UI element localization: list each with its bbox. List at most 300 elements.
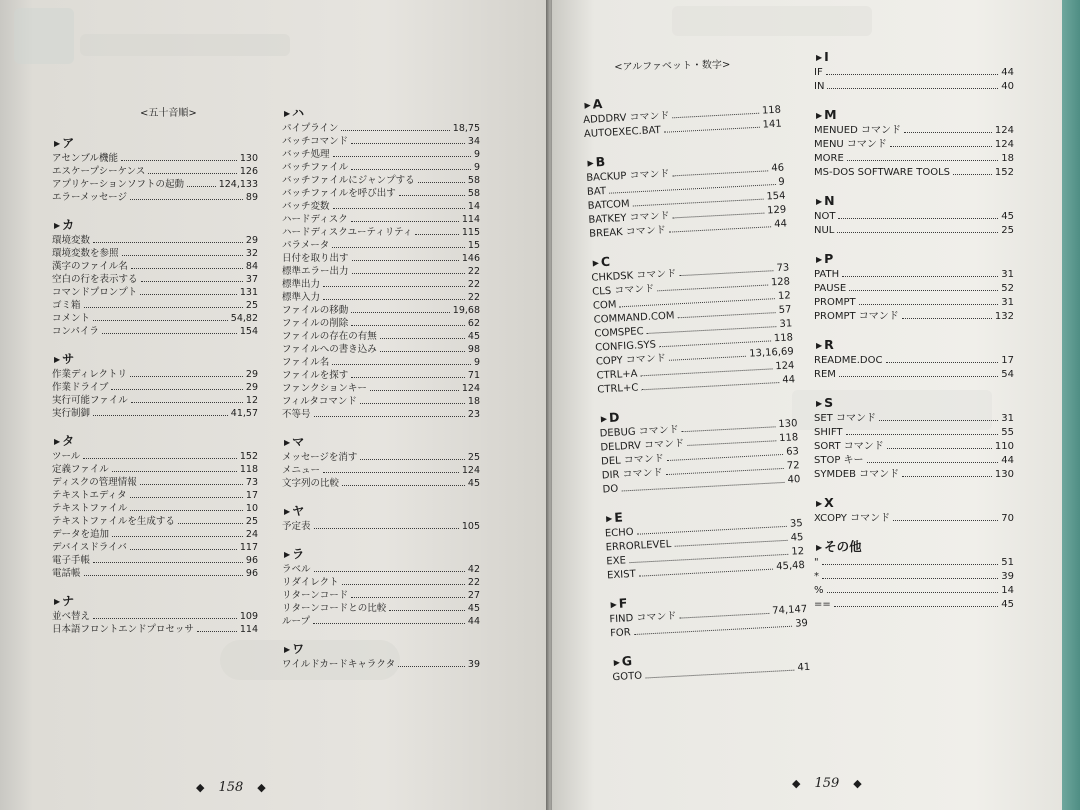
right-section-title: <アルファベット・数字>: [614, 59, 731, 73]
index-page-ref: 45: [467, 331, 480, 342]
index-entry: [282, 239, 480, 252]
index-term: コメント: [52, 313, 91, 324]
index-page-ref: 45: [467, 603, 480, 614]
right-page-number: [792, 776, 862, 791]
index-term: XCOPY コマンド: [814, 513, 891, 524]
dot-leader: [834, 598, 999, 607]
dot-leader: [398, 658, 465, 667]
index-page-ref: 51: [1001, 557, 1014, 568]
index-term: ループ: [282, 616, 311, 627]
index-term: 標準出力: [282, 279, 321, 290]
index-page-ref: 98: [467, 344, 480, 355]
index-entry: [52, 407, 258, 420]
index-section: [598, 399, 800, 497]
index-entry: [52, 260, 258, 273]
index-page-ref: 105: [461, 521, 480, 532]
dot-leader: [351, 213, 459, 222]
index-section: [52, 432, 258, 580]
index-page-ref: 124: [461, 383, 480, 394]
dot-leader: [93, 234, 243, 243]
index-term: エスケープシーケンス: [52, 166, 146, 177]
index-term: %: [814, 585, 824, 596]
dot-leader: [351, 369, 465, 378]
index-term: コマンドプロンプト: [52, 287, 138, 298]
index-page-ref: 74,147: [771, 603, 808, 617]
index-entry: [282, 615, 480, 628]
index-page-ref: 57: [778, 304, 792, 316]
dot-leader: [360, 395, 465, 404]
index-entry: [282, 317, 480, 330]
index-term: SYMDEB コマンド: [814, 469, 900, 480]
triangle-bullet-icon: ▶: [54, 355, 61, 364]
index-term: *: [814, 571, 819, 582]
section-heading: [282, 545, 480, 563]
index-entry: [52, 463, 258, 476]
index-page-ref: 44: [782, 374, 796, 386]
index-page-ref: 22: [467, 292, 480, 303]
index-entry: [814, 268, 1014, 282]
section-heading: [814, 106, 1014, 124]
section-heading-text: マ: [292, 435, 305, 449]
dot-leader: [140, 286, 237, 295]
index-term: 環境変数: [52, 235, 91, 246]
index-page-ref: 27: [467, 590, 480, 601]
index-page-ref: 71: [467, 370, 480, 381]
triangle-bullet-icon: ▶: [284, 645, 291, 654]
index-term: REM: [814, 369, 836, 380]
index-entry: [52, 502, 258, 515]
index-page-ref: 96: [245, 568, 258, 579]
index-page-ref: 32: [245, 248, 258, 259]
dot-leader: [130, 541, 237, 550]
section-heading-text: A: [592, 95, 603, 112]
index-page-ref: 45: [467, 478, 480, 489]
dot-leader: [822, 556, 999, 565]
section-heading-text: ハ: [292, 106, 305, 120]
section-heading: [814, 538, 1014, 556]
right-page-number-text: 159: [814, 776, 840, 791]
index-entry: [814, 354, 1014, 368]
index-entry: [52, 234, 258, 247]
index-term: SHIFT: [814, 427, 843, 438]
index-entry: [282, 265, 480, 278]
dot-leader: [130, 489, 243, 498]
index-term: MENU コマンド: [814, 139, 887, 150]
dot-leader: [314, 563, 465, 572]
triangle-bullet-icon: ▶: [816, 499, 823, 508]
index-term: 空白の行を表示する: [52, 274, 138, 285]
index-entry: [282, 408, 480, 421]
index-entry: [814, 80, 1014, 94]
index-term: DEL コマンド: [600, 453, 665, 468]
index-term: 予定表: [282, 521, 311, 532]
index-page-ref: 23: [467, 409, 480, 420]
triangle-bullet-icon: ▶: [816, 53, 823, 62]
left-index-column-1: [52, 134, 258, 648]
index-page-ref: 25: [245, 300, 258, 311]
index-entry: [52, 394, 258, 407]
index-entry: [282, 369, 480, 382]
index-term: フィルタコマンド: [282, 396, 357, 407]
index-term: README.DOC: [814, 355, 883, 366]
triangle-bullet-icon: ▶: [587, 158, 594, 168]
index-term: PAUSE: [814, 283, 847, 294]
index-entry: [814, 224, 1014, 238]
index-page-ref: 40: [1001, 81, 1014, 92]
section-heading-text: S: [824, 395, 834, 410]
index-page-ref: 45: [790, 532, 804, 544]
section-heading-text: サ: [62, 352, 75, 366]
dot-leader: [313, 615, 465, 624]
index-section: [604, 499, 806, 583]
index-page-ref: 130: [239, 153, 258, 164]
index-entry: [282, 477, 480, 490]
index-page-ref: 126: [239, 166, 258, 177]
index-term: ハードディスク: [282, 214, 348, 225]
index-entry: [52, 515, 258, 528]
section-heading: [52, 592, 258, 610]
section-heading-text: ア: [62, 136, 75, 150]
index-section: [282, 104, 480, 421]
index-entry: [282, 356, 480, 369]
index-entry: [814, 454, 1014, 468]
index-term: DEBUG コマンド: [599, 424, 680, 440]
index-term: ディスクの管理情報: [52, 477, 137, 488]
index-term: メッセージを消す: [282, 452, 358, 463]
index-page-ref: 22: [467, 266, 480, 277]
dot-leader: [380, 343, 465, 352]
index-term: NOT: [814, 211, 836, 222]
index-page-ref: 10: [245, 503, 258, 514]
index-term: FOR: [609, 627, 632, 640]
dot-leader: [333, 200, 465, 209]
index-term: EXIST: [606, 568, 636, 582]
triangle-bullet-icon: ▶: [816, 543, 823, 552]
index-page-ref: 13,16,69: [748, 346, 794, 360]
index-term: FIND コマンド: [609, 610, 677, 626]
dot-leader: [121, 152, 237, 161]
index-term: バッチファイルにジャンプする: [282, 175, 415, 186]
index-term: GOTO: [612, 670, 643, 684]
index-entry: [282, 278, 480, 291]
index-entry: [52, 286, 258, 299]
triangle-bullet-icon: ▶: [54, 221, 61, 230]
dot-leader: [890, 138, 992, 147]
index-entry: [282, 520, 480, 533]
index-term: 作業ディレクトリ: [52, 369, 128, 380]
index-term: PATH: [814, 269, 840, 280]
dot-leader: [131, 394, 243, 403]
index-page-ref: 12: [777, 290, 792, 303]
index-page-ref: 114: [461, 214, 480, 225]
index-page-ref: 110: [994, 441, 1014, 452]
index-entry: [52, 489, 258, 502]
index-page-ref: 118: [239, 464, 258, 475]
diamond-icon: ◆: [792, 777, 801, 790]
index-term: パイプライン: [282, 123, 339, 134]
dot-leader: [131, 260, 243, 269]
index-entry: [282, 602, 480, 615]
index-term: ADDDRV コマンド: [582, 110, 670, 126]
index-section: [814, 394, 1014, 482]
index-term: STOP キー: [814, 455, 864, 466]
dot-leader: [112, 528, 243, 537]
index-entry: [814, 310, 1014, 324]
index-term: バッチ変数: [282, 201, 330, 212]
index-page-ref: 118: [773, 332, 794, 345]
index-term: ハードディスクユーティリティ: [282, 227, 413, 238]
section-heading: [52, 350, 258, 368]
dot-leader: [130, 368, 243, 377]
index-term: ファイル名: [282, 357, 330, 368]
index-entry: [282, 213, 480, 226]
index-entry: [814, 138, 1014, 152]
index-page-ref: 25: [245, 516, 258, 527]
dot-leader: [351, 161, 471, 170]
index-term: ワイルドカードキャラクタ: [282, 659, 396, 670]
index-term: BACKUP コマンド: [586, 168, 670, 184]
right-index-column-1: [582, 86, 811, 698]
index-page-ref: 45: [1001, 599, 1014, 610]
index-term: COM: [592, 299, 617, 312]
index-page-ref: 41: [797, 661, 811, 674]
index-term: 日付を取り出す: [282, 253, 349, 264]
index-term: バッチファイルを呼び出す: [282, 188, 396, 199]
index-term: 電子手帳: [52, 555, 91, 566]
index-entry: [814, 468, 1014, 482]
index-term: ファンクションキー: [282, 383, 367, 394]
index-term: MENUED コマンド: [814, 125, 901, 136]
dot-leader: [130, 502, 243, 511]
index-page-ref: 9: [778, 176, 786, 188]
section-heading-text: B: [595, 153, 606, 170]
index-section: [52, 350, 258, 420]
dot-leader: [827, 584, 999, 593]
index-term: テキストファイルを生成する: [52, 516, 175, 527]
next-page-edge: [1062, 0, 1080, 810]
index-page-ref: 14: [1001, 585, 1014, 596]
index-entry: [814, 570, 1014, 584]
dot-leader: [418, 174, 465, 183]
index-page-ref: 19,68: [452, 305, 480, 316]
index-page-ref: 63: [785, 446, 800, 458]
dot-leader: [333, 148, 471, 157]
index-entry: [52, 623, 258, 636]
dot-leader: [859, 296, 999, 305]
index-term: ECHO: [604, 526, 634, 540]
index-page-ref: 130: [778, 418, 798, 431]
left-index-column-2: [282, 104, 480, 683]
dot-leader: [360, 451, 464, 460]
index-entry: [282, 135, 480, 148]
dot-leader: [842, 268, 998, 277]
dot-leader: [837, 224, 998, 233]
dot-leader: [351, 589, 465, 598]
index-term: BATCOM: [587, 198, 630, 212]
dot-leader: [389, 602, 465, 611]
index-term: 環境変数を参照: [52, 248, 119, 259]
index-term: ファイルへの書き込み: [282, 344, 377, 355]
index-entry: [52, 152, 258, 165]
index-page-ref: 39: [794, 617, 809, 630]
index-entry: [814, 66, 1014, 80]
dot-leader: [314, 520, 459, 529]
left-page-number-text: 158: [218, 780, 244, 795]
dot-leader: [342, 576, 465, 585]
diamond-icon: ◆: [853, 777, 862, 790]
index-entry: [52, 554, 258, 567]
dot-leader: [342, 477, 465, 486]
index-term: 標準入力: [282, 292, 321, 303]
index-term: リターンコードとの比較: [282, 603, 387, 614]
index-page-ref: 114: [239, 624, 258, 635]
triangle-bullet-icon: ▶: [284, 550, 291, 559]
index-page-ref: 22: [467, 279, 480, 290]
show-through-shape: [80, 34, 290, 56]
index-page-ref: 124: [994, 139, 1014, 150]
index-entry: [282, 589, 480, 602]
dot-leader: [314, 408, 465, 417]
dot-leader: [826, 66, 999, 75]
index-term: ==: [814, 599, 831, 610]
section-heading-text: I: [824, 49, 829, 64]
index-page-ref: 54,82: [230, 313, 258, 324]
dot-leader: [93, 407, 228, 416]
index-term: CTRL+C: [597, 382, 639, 396]
index-page-ref: 34: [467, 136, 480, 147]
index-entry: [282, 161, 480, 174]
section-heading: [52, 134, 258, 152]
dot-leader: [178, 515, 243, 524]
index-page-ref: 124,133: [218, 179, 258, 190]
index-term: データを追加: [52, 529, 110, 540]
index-page-ref: 44: [467, 616, 480, 627]
index-term: ラベル: [282, 564, 311, 575]
index-page-ref: 31: [1001, 413, 1014, 424]
triangle-bullet-icon: ▶: [816, 255, 823, 264]
index-entry: [282, 200, 480, 213]
index-term: 標準エラー出力: [282, 266, 349, 277]
index-page-ref: 124: [994, 125, 1014, 136]
index-page-ref: 14: [467, 201, 480, 212]
index-page-ref: 73: [245, 477, 258, 488]
index-term: MS-DOS SOFTWARE TOOLS: [814, 167, 950, 178]
section-heading-text: ナ: [62, 594, 75, 608]
section-heading: [814, 394, 1014, 412]
index-term: PROMPT: [814, 297, 856, 308]
index-page-ref: 118: [761, 104, 782, 117]
section-heading: [52, 216, 258, 234]
index-entry: [282, 304, 480, 317]
index-page-ref: 62: [467, 318, 480, 329]
dot-leader: [370, 382, 459, 391]
index-term: ゴミ箱: [52, 300, 81, 311]
index-page-ref: 141: [762, 118, 783, 131]
index-entry: [52, 476, 258, 489]
triangle-bullet-icon: ▶: [284, 109, 291, 118]
index-entry: [52, 567, 258, 580]
triangle-bullet-icon: ▶: [54, 139, 61, 148]
index-page-ref: 39: [467, 659, 480, 670]
triangle-bullet-icon: ▶: [613, 657, 621, 668]
right-index-column-2: [814, 48, 1014, 624]
dot-leader: [141, 273, 243, 282]
index-page-ref: 58: [467, 188, 480, 199]
show-through-shape: [672, 6, 872, 36]
section-heading-text: カ: [62, 218, 75, 232]
index-entry: [282, 382, 480, 395]
index-term: テキストエディタ: [52, 490, 127, 501]
index-entry: [52, 247, 258, 260]
index-page-ref: 124: [775, 360, 795, 373]
index-term: DO: [602, 483, 619, 496]
index-page-ref: 45,48: [775, 559, 806, 573]
dot-leader: [332, 239, 465, 248]
dot-leader: [332, 356, 471, 365]
dot-leader: [197, 623, 237, 632]
index-term: ファイルの移動: [282, 305, 349, 316]
dot-leader: [93, 610, 237, 619]
index-entry: [52, 381, 258, 394]
index-term: 作業ドライブ: [52, 382, 109, 393]
dot-leader: [953, 166, 992, 175]
dot-leader: [904, 124, 992, 133]
index-entry: [814, 166, 1014, 180]
index-term: パラメータ: [282, 240, 330, 251]
index-entry: [282, 187, 480, 200]
index-term: COMMAND.COM: [593, 310, 675, 326]
index-entry: [52, 528, 258, 541]
dot-leader: [887, 440, 992, 449]
index-page-ref: 129: [766, 204, 787, 217]
index-entry: [282, 226, 480, 239]
index-term: CLS コマンド: [591, 283, 655, 298]
index-page-ref: 152: [239, 451, 258, 462]
index-term: COMSPEC: [594, 326, 644, 340]
dot-leader: [399, 187, 465, 196]
section-heading-text: ワ: [292, 642, 305, 656]
index-page-ref: 73: [776, 262, 790, 275]
index-page-ref: 45: [1001, 211, 1014, 222]
index-term: DELDRV コマンド: [600, 438, 685, 454]
index-page-ref: 132: [994, 311, 1014, 322]
index-term: アプリケーションソフトの起動: [52, 179, 185, 190]
index-term: ファイルの削除: [282, 318, 349, 329]
section-heading: [814, 48, 1014, 66]
index-section: [814, 494, 1014, 526]
index-page-ref: 44: [773, 218, 788, 231]
section-heading-text: ヤ: [292, 504, 305, 518]
index-page-ref: 15: [467, 240, 480, 251]
index-entry: [282, 122, 480, 135]
index-entry: [52, 178, 258, 191]
dot-leader: [886, 354, 999, 363]
index-term: 文字列の比較: [282, 478, 340, 489]
index-term: デバイスドライバ: [52, 542, 127, 553]
index-page-ref: 17: [245, 490, 258, 501]
index-entry: [52, 325, 258, 338]
index-term: 日本語フロントエンドプロセッサ: [52, 624, 194, 635]
show-through-shape: [14, 8, 74, 64]
index-entry: [814, 210, 1014, 224]
index-page-ref: 42: [467, 564, 480, 575]
index-entry: [52, 273, 258, 286]
index-term: ": [814, 557, 819, 568]
index-page-ref: 72: [786, 460, 800, 472]
section-heading-text: R: [824, 337, 834, 352]
index-entry: [52, 165, 258, 178]
dot-leader: [122, 247, 243, 256]
